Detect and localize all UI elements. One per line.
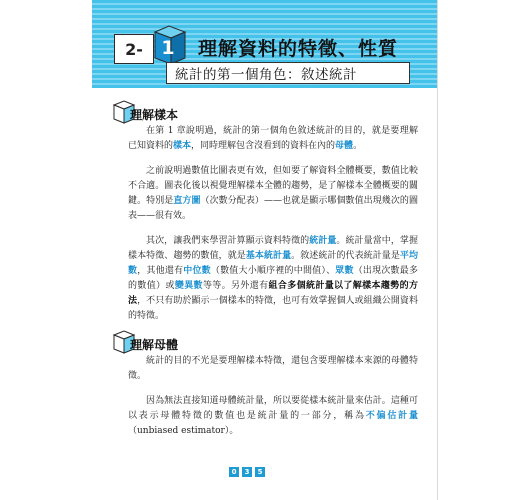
page-number <box>229 467 265 477</box>
highlighted-term: 平均數 <box>128 251 418 276</box>
subtitle-text: 統計的第一個角色：敘述統計 <box>175 67 357 83</box>
highlighted-term: 統計量 <box>309 236 337 246</box>
chapter-label: 2- <box>114 34 154 64</box>
highlighted-term: 組合多個統計量以了解樣本趨勢的方法 <box>128 281 418 306</box>
highlighted-term: 樣本 <box>173 141 192 151</box>
text-run: ，同時理解包含沒看到的資料在內的 <box>191 141 336 151</box>
text-run: （unbiased estimator）。 <box>128 426 239 436</box>
text-run: 之前說明過數值比圖表更有效，但如要了解資料全體概要，數值比較不合適。圖表化後以視覺理解樣本全體的趨勢，是了解樣本全體概要的關鍵。特別是 <box>128 166 418 206</box>
book-page <box>92 0 438 500</box>
text-run: 等等。另外還有 <box>202 281 269 291</box>
text-run: （出現次數最多的數值）或 <box>128 266 418 291</box>
paragraph <box>128 394 418 439</box>
highlighted-term: 直方圖 <box>173 196 201 206</box>
text-run: 因為無法直接知道母體統計量，所以要從樣本統計量來估計。這種可以表示母體特徵的數值也是統計量的一部分，稱為 <box>128 396 418 421</box>
section-heading-population <box>110 328 230 356</box>
text-run: 。敘述統計的代表統計量是 <box>291 251 400 261</box>
paragraph <box>128 354 418 384</box>
text-run: 統計的目的不光是要理解樣本特徵，還包含要理解樣本來源的母體特徵。 <box>128 356 418 381</box>
page-digit: 3 <box>242 467 252 477</box>
text-run: （次數分配表）——也就是顯示哪個數值出現幾次的圖表——很有效。 <box>128 196 418 221</box>
text-run: 。統計量當中，掌握樣本特徵、趨勢的數值，就是 <box>128 236 418 261</box>
text-run: （數值大小順序裡的中間值）、 <box>210 266 336 276</box>
paragraph <box>128 234 418 324</box>
text-run: ，不只有助於顯示一個樣本的特徵，也可有效掌握個人或組織公開資料的特徵。 <box>128 296 418 321</box>
highlighted-term: 眾數 <box>335 266 354 276</box>
paragraph <box>128 164 418 224</box>
chapter-number: 1 <box>161 37 175 59</box>
highlighted-term: 不偏估計量 <box>365 411 418 421</box>
highlighted-term: 母體 <box>335 141 354 151</box>
section-body-sample <box>128 124 418 324</box>
text-run: ，其他還有 <box>137 266 184 276</box>
section-heading-text: 理解母體 <box>130 338 179 352</box>
page-digit: 0 <box>229 467 239 477</box>
page-title: 理解資料的特徵、性質 <box>198 38 399 60</box>
section-heading-sample <box>110 98 230 126</box>
highlighted-term: 變異數 <box>174 281 203 291</box>
page-digit: 5 <box>255 467 265 477</box>
section-heading-text: 理解樣本 <box>130 108 179 122</box>
section-body-population <box>128 354 418 439</box>
text-run: 其次，讓我們來學習計算顯示資料特徵的 <box>146 236 310 246</box>
paragraph <box>128 124 418 154</box>
subtitle-box <box>166 62 410 84</box>
text-run: 。 <box>353 141 363 151</box>
highlighted-term: 中位數 <box>183 266 211 276</box>
text-run: 在第 1 章說明過，統計的第一個角色敘述統計的目的，就是要理解已知資料的 <box>128 126 418 151</box>
highlighted-term: 基本統計量 <box>245 251 292 261</box>
